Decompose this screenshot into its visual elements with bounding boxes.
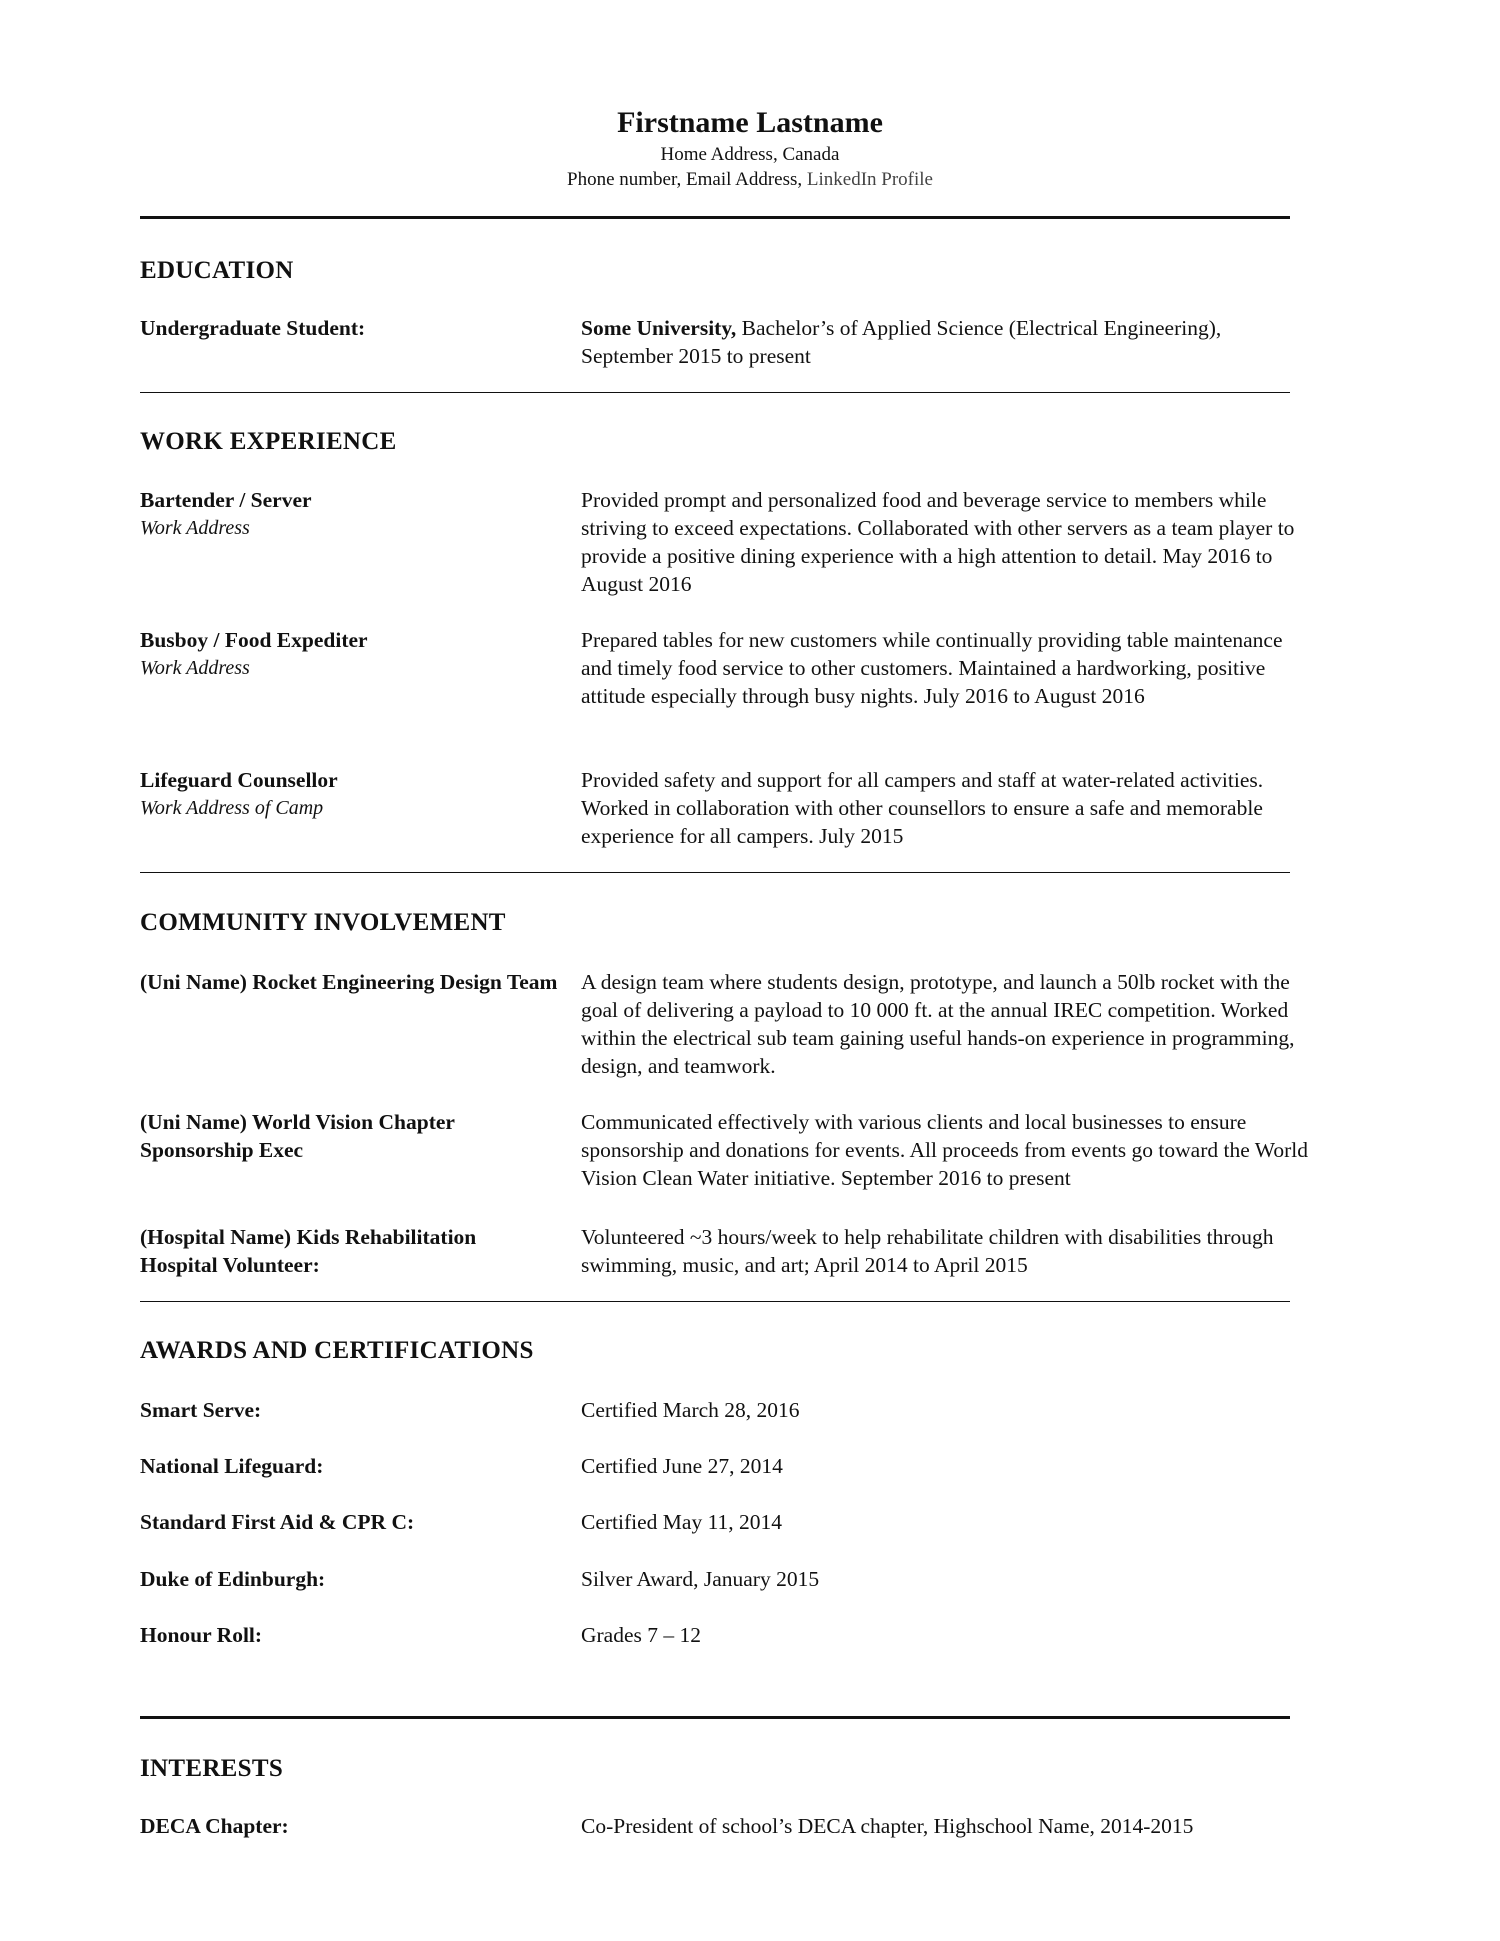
work-title: Lifeguard Counsellor [140,768,338,792]
work-description: Provided safety and support for all campers and staff at water-related activities. Worked in collaboration with other counsellors to ensure a safe and memorable experience for all campers. July 2015 [581,768,1264,848]
work-location: Work Address of Camp [140,797,324,819]
interest-label: DECA Chapter: [140,1814,289,1838]
award-value: Silver Award, January 2015 [581,1567,820,1591]
home-address: Home Address, Canada [660,144,840,165]
awards-heading: AWARDS AND CERTIFICATIONS [140,1337,534,1364]
education-divider [140,392,1290,393]
community-title: (Hospital Name) Kids Rehabilitation Hospital Volunteer: [140,1225,477,1277]
work-divider [140,872,1290,873]
resume-header [0,104,1500,192]
award-value: Certified June 27, 2014 [581,1454,783,1478]
linkedin-link[interactable]: LinkedIn Profile [806,169,933,190]
award-label: Smart Serve: [140,1398,262,1422]
work-title: Busboy / Food Expediter [140,628,368,652]
work-location: Work Address [140,517,250,539]
award-label: Duke of Edinburgh: [140,1567,326,1591]
award-value: Grades 7 – 12 [581,1623,702,1647]
education-label: Undergraduate Student: [140,316,366,340]
work-entry-left [140,486,560,542]
contact-details: Phone number, Email Address, [567,169,807,190]
work-title: Bartender / Server [140,488,312,512]
contact-line [0,167,1500,192]
interest-value: Co-President of school’s DECA chapter, Highschool Name, 2014-2015 [581,1814,1194,1838]
education-school: Some University, [581,316,737,340]
award-label: Honour Roll: [140,1623,263,1647]
award-value: Certified May 11, 2014 [581,1510,783,1534]
community-title: (Uni Name) Rocket Engineering Design Team [140,970,558,994]
community-title: (Uni Name) World Vision Chapter Sponsorship Exec [140,1110,455,1162]
interests-heading: INTERESTS [140,1755,284,1782]
work-description: Prepared tables for new customers while continually providing table maintenance and timely food service to other customers. Maintained a hardworking, positive attitude especially through busy nights. July 2016 to August 2016 [581,628,1283,708]
work-heading: WORK EXPERIENCE [140,428,397,455]
work-entry-left [140,766,560,822]
work-location: Work Address [140,657,250,679]
community-description: Volunteered ~3 hours/week to help rehabilitate children with disabilities through swimming, music, and art; April 2014 to April 2015 [581,1225,1274,1277]
work-entry-left [140,626,560,682]
applicant-name: Firstname Lastname [617,106,883,139]
header-divider [140,216,1290,219]
award-label: National Lifeguard: [140,1454,324,1478]
community-description: A design team where students design, prototype, and launch a 50lb rocket with the goal of delivering a payload to 10 000 ft. at the annual IREC competition. Worked within the electrical sub team gaining useful hands-on experience in programming, design, and teamwork. [581,970,1295,1078]
education-degree: Bachelor’s of Applied Science (Electrical Engineering), September 2015 to present [581,316,1222,368]
education-detail [581,314,1311,370]
work-description: Provided prompt and personalized food and beverage service to members while striving to exceed expectations. Collaborated with other servers as a team player to provide a positive dining experience with a high attention to detail. May 2016 to August 2016 [581,488,1295,596]
community-description: Communicated effectively with various clients and local businesses to ensure sponsorship and donations for events. All proceeds from events go toward the World Vision Clean Water initiative. September 2016 to present [581,1110,1308,1190]
awards-divider [140,1716,1290,1719]
education-heading: EDUCATION [140,257,294,284]
award-label: Standard First Aid & CPR C: [140,1510,415,1534]
community-divider [140,1301,1290,1302]
community-heading: COMMUNITY INVOLVEMENT [140,909,506,936]
award-value: Certified March 28, 2016 [581,1398,800,1422]
